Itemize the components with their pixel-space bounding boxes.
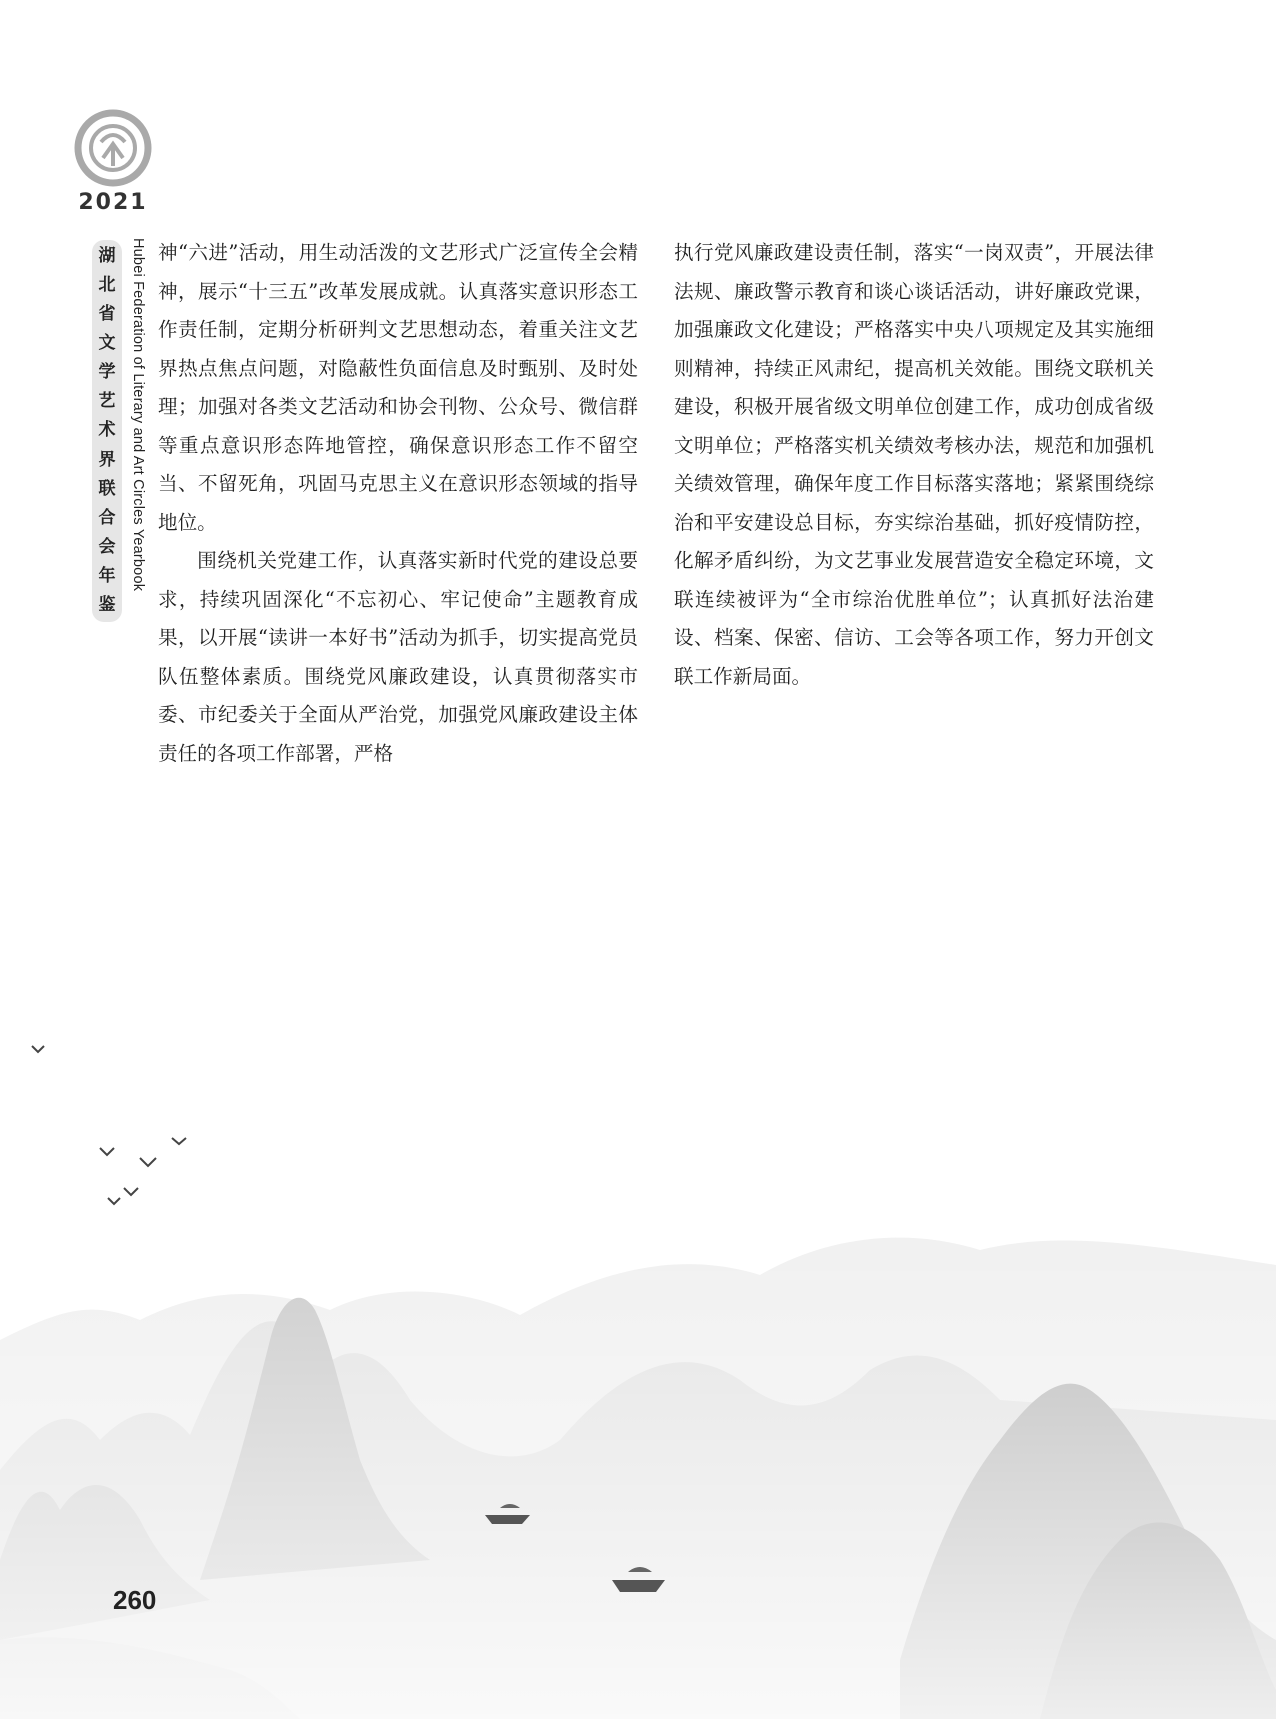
federation-emblem-icon: [73, 108, 153, 188]
side-title-english: Hubei Federation of Literary and Art Circles Yearbook: [130, 238, 146, 592]
paragraph: 执行党风廉政建设责任制，落实“一岗双责”，开展法律法规、廉政警示教育和谈心谈话活动，讲好廉政党课，加强廉政文化建设；严格落实中央八项规定及其实施细则精神，持续正风肃纪，提高机关效能。围绕文联机关建设，积极开展省级文明单位创建工作，成功创成省级文明单位；严格落实机关绩效考核办法，规范和加强机关绩效管理，确保年度工作目标落实落地；紧紧围绕综治和平安建设总目标，夯实综治基础，抓好疫情防控，化解矛盾纠纷，为文艺事业发展营造安全稳定环境，文联连续被评为“全市综治优胜单位”；认真抓好法治建设、档案、保密、信访、工会等各项工作，努力开创文联工作新局面。: [674, 241, 1154, 688]
side-title-char: 省: [98, 304, 116, 325]
side-title-chinese: [92, 240, 122, 622]
right-text-column: [674, 234, 1154, 696]
side-title-char: 湖: [98, 246, 116, 266]
side-title-char: 合: [98, 507, 116, 528]
page-number: 260: [113, 1585, 157, 1615]
side-title-char: 学: [98, 362, 116, 383]
ink-landscape-illustration: [0, 1040, 1276, 1719]
side-title-char: 鉴: [98, 594, 116, 615]
side-title-char: 界: [98, 449, 116, 470]
side-title-char: 联: [98, 478, 116, 499]
side-title-char: 会: [98, 536, 116, 557]
side-title-char: 文: [98, 333, 116, 354]
side-title-char: 年: [98, 565, 116, 586]
side-title-char: 艺: [98, 391, 116, 412]
left-text-column: [158, 234, 638, 773]
paragraph: 神“六进”活动，用生动活泼的文艺形式广泛宣传全会精神，展示“十三五”改革发展成就。认真落实意识形态工作责任制，定期分析研判文艺思想动态，着重关注文艺界热点焦点问题，对隐蔽性负面信息及时甄别、及时处理；加强对各类文艺活动和协会刊物、公众号、微信群等重点意识形态阵地管控，确保意识形态工作不留空当、不留死角，巩固马克思主义在意识形态领域的指导地位。: [158, 241, 638, 534]
side-title-char: 北: [98, 275, 116, 296]
paragraph: 围绕机关党建工作，认真落实新时代党的建设总要求，持续巩固深化“不忘初心、牢记使命”主题教育成果，以开展“读讲一本好书”活动为抓手，切实提高党员队伍整体素质。围绕党风廉政建设，认真贯彻落实市委、市纪委关于全面从严治党，加强党风廉政建设主体责任的各项工作部署，严格: [158, 549, 638, 765]
side-title-char: 术: [98, 420, 116, 441]
yearbook-year: 2021: [78, 190, 148, 215]
